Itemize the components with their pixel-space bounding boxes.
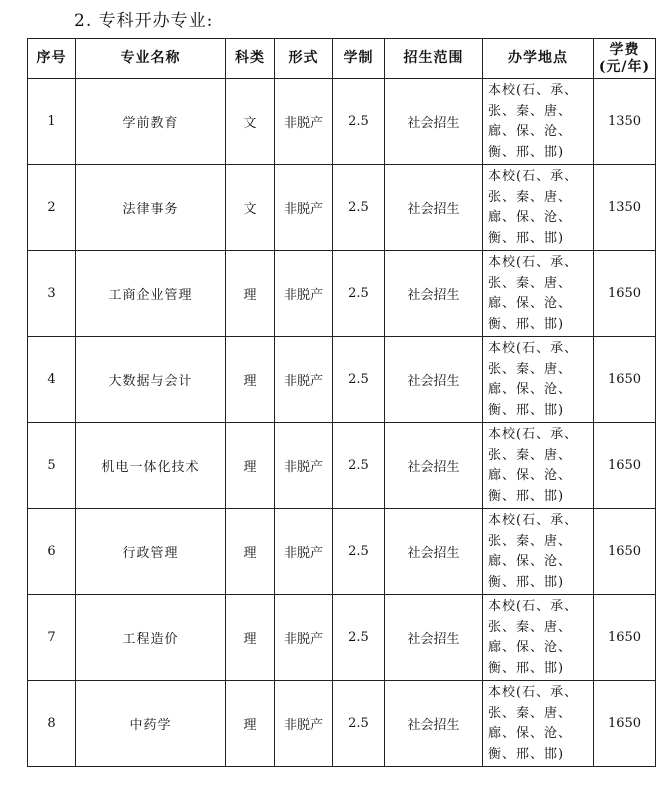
cell-location: 本校(石、承、张、秦、唐、廊、保、沧、衡、邢、邯) bbox=[483, 423, 594, 509]
cell-name: 机电一体化技术 bbox=[76, 423, 226, 509]
cell-no: 4 bbox=[28, 337, 76, 423]
cell-location: 本校(石、承、张、秦、唐、廊、保、沧、衡、邢、邯) bbox=[483, 681, 594, 767]
cell-category: 理 bbox=[226, 595, 275, 681]
cell-location: 本校(石、承、张、秦、唐、廊、保、沧、衡、邢、邯) bbox=[483, 79, 594, 165]
cell-form: 非脱产 bbox=[275, 509, 333, 595]
table-row bbox=[28, 251, 656, 337]
cell-name: 工程造价 bbox=[76, 595, 226, 681]
table-row bbox=[28, 509, 656, 595]
cell-location: 本校(石、承、张、秦、唐、廊、保、沧、衡、邢、邯) bbox=[483, 509, 594, 595]
cell-form: 非脱产 bbox=[275, 595, 333, 681]
cell-no: 3 bbox=[28, 251, 76, 337]
cell-duration: 2.5 bbox=[333, 337, 385, 423]
header-location: 办学地点 bbox=[483, 39, 594, 79]
header-name: 专业名称 bbox=[76, 39, 226, 79]
cell-scope: 社会招生 bbox=[385, 681, 483, 767]
cell-location: 本校(石、承、张、秦、唐、廊、保、沧、衡、邢、邯) bbox=[483, 595, 594, 681]
cell-no: 8 bbox=[28, 681, 76, 767]
table-row bbox=[28, 681, 656, 767]
cell-name: 大数据与会计 bbox=[76, 337, 226, 423]
table-row bbox=[28, 79, 656, 165]
cell-no: 5 bbox=[28, 423, 76, 509]
cell-duration: 2.5 bbox=[333, 165, 385, 251]
cell-no: 2 bbox=[28, 165, 76, 251]
header-fee-line2: (元/年) bbox=[598, 58, 651, 75]
cell-scope: 社会招生 bbox=[385, 595, 483, 681]
cell-name: 行政管理 bbox=[76, 509, 226, 595]
cell-category: 理 bbox=[226, 251, 275, 337]
cell-category: 文 bbox=[226, 79, 275, 165]
header-fee-line1: 学费 bbox=[609, 41, 640, 58]
table-row bbox=[28, 337, 656, 423]
header-no: 序号 bbox=[28, 39, 76, 79]
header-fee bbox=[594, 39, 656, 79]
cell-scope: 社会招生 bbox=[385, 509, 483, 595]
cell-fee: 1650 bbox=[594, 337, 656, 423]
cell-category: 理 bbox=[226, 509, 275, 595]
cell-form: 非脱产 bbox=[275, 165, 333, 251]
cell-duration: 2.5 bbox=[333, 79, 385, 165]
cell-form: 非脱产 bbox=[275, 337, 333, 423]
cell-scope: 社会招生 bbox=[385, 337, 483, 423]
cell-no: 6 bbox=[28, 509, 76, 595]
program-table bbox=[27, 38, 656, 767]
cell-form: 非脱产 bbox=[275, 423, 333, 509]
cell-fee: 1650 bbox=[594, 251, 656, 337]
cell-form: 非脱产 bbox=[275, 681, 333, 767]
cell-duration: 2.5 bbox=[333, 595, 385, 681]
cell-duration: 2.5 bbox=[333, 509, 385, 595]
cell-location: 本校(石、承、张、秦、唐、廊、保、沧、衡、邢、邯) bbox=[483, 337, 594, 423]
cell-duration: 2.5 bbox=[333, 681, 385, 767]
cell-name: 法律事务 bbox=[76, 165, 226, 251]
cell-scope: 社会招生 bbox=[385, 423, 483, 509]
cell-name: 学前教育 bbox=[76, 79, 226, 165]
table-row bbox=[28, 595, 656, 681]
cell-location: 本校(石、承、张、秦、唐、廊、保、沧、衡、邢、邯) bbox=[483, 165, 594, 251]
cell-scope: 社会招生 bbox=[385, 79, 483, 165]
header-form: 形式 bbox=[275, 39, 333, 79]
cell-form: 非脱产 bbox=[275, 79, 333, 165]
cell-fee: 1350 bbox=[594, 79, 656, 165]
header-scope: 招生范围 bbox=[385, 39, 483, 79]
cell-fee: 1650 bbox=[594, 595, 656, 681]
cell-duration: 2.5 bbox=[333, 251, 385, 337]
table-row bbox=[28, 165, 656, 251]
cell-location: 本校(石、承、张、秦、唐、廊、保、沧、衡、邢、邯) bbox=[483, 251, 594, 337]
cell-fee: 1650 bbox=[594, 509, 656, 595]
cell-no: 7 bbox=[28, 595, 76, 681]
cell-category: 理 bbox=[226, 423, 275, 509]
cell-name: 工商企业管理 bbox=[76, 251, 226, 337]
table-header-row bbox=[28, 39, 656, 79]
cell-category: 文 bbox=[226, 165, 275, 251]
cell-category: 理 bbox=[226, 681, 275, 767]
cell-scope: 社会招生 bbox=[385, 165, 483, 251]
cell-no: 1 bbox=[28, 79, 76, 165]
cell-fee: 1650 bbox=[594, 681, 656, 767]
cell-name: 中药学 bbox=[76, 681, 226, 767]
cell-fee: 1650 bbox=[594, 423, 656, 509]
cell-scope: 社会招生 bbox=[385, 251, 483, 337]
cell-duration: 2.5 bbox=[333, 423, 385, 509]
section-heading: 2. 专科开办专业: bbox=[74, 11, 214, 31]
table-row bbox=[28, 423, 656, 509]
header-duration: 学制 bbox=[333, 39, 385, 79]
header-category: 科类 bbox=[226, 39, 275, 79]
cell-form: 非脱产 bbox=[275, 251, 333, 337]
cell-fee: 1350 bbox=[594, 165, 656, 251]
cell-category: 理 bbox=[226, 337, 275, 423]
